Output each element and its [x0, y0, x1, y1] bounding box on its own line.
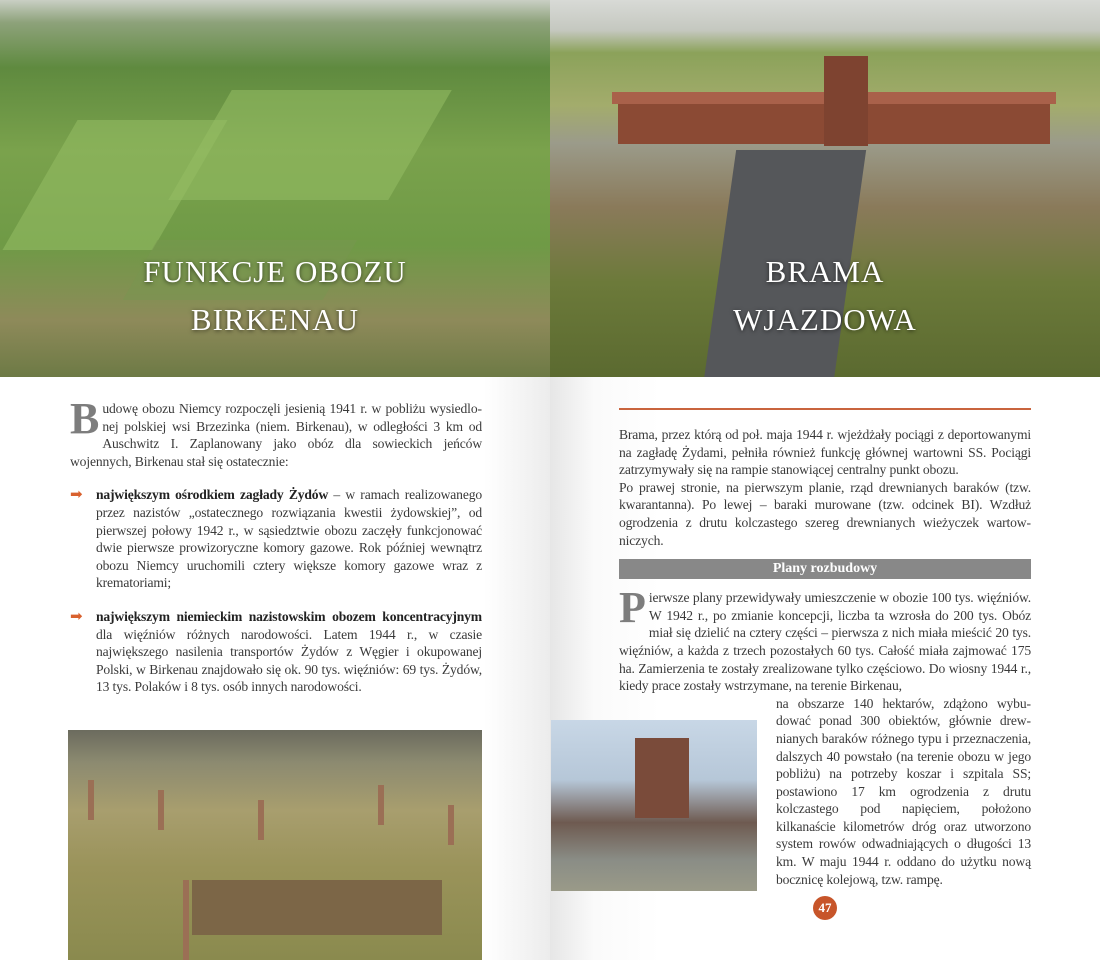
divider [619, 408, 1031, 410]
barracks-ruins-photo [68, 730, 482, 960]
paragraph: Pierwsze plany przewidywały umieszczenie w obozie 100 tys. więźniów. W 1942 r., po zmianie koncepcji, liczba ta wzrosła do 200 tys. Obóz miał się dzielić na cztery części – pierwsza z nich miała mieścić 20 tys. więźniów, a każda z trzech pozostałych 60 tys. Całość miała zajmować 175 ha. Zamierzenia te zostały zrealizowane tylko częściowo. Do wiosny 1944 r., kiedy prace zostały wstrzymane, na terenie Birkenau, [619, 583, 1031, 694]
title-line: BRAMA [765, 254, 885, 289]
section-text-continued [776, 695, 1031, 921]
right-page-title [680, 248, 970, 344]
list-item: ➡ największym niemieckim nazistowskim obozem koncentracyjnym dla więźniów różnych narodowości. Latem 1944 r., w czasie największego nasilenia transportów Żydów z Węgier i okupowanej Polski, w Birkenau znajdowało się ok. 90 tys. więźniów: 69 tys. Żydów, 13 tys. Polaków i 8 tys. osób innych narodowości. [70, 608, 482, 695]
title-line: WJAZDOWA [733, 302, 917, 337]
paragraph: Po prawej stronie, na pierwszym planie, rząd drewnianych baraków (tzw. kwarantanna). Po lewej – baraki murowane (tzw. odcinek BI). Wzdłuż ogrodzenia z drutu kolczastego szereg drewnianych wieżyczek wartowniczych. [619, 479, 1031, 548]
left-page-title [110, 248, 440, 344]
arrow-right-icon: ➡ [70, 487, 83, 504]
intro-paragraph: Budowę obozu Niemcy rozpoczęli jesienią 1941 r. w pobliżu wysiedlonej polskiej wsi Brzezinka (niem. Birkenau), w odległości 3 km od Auschwitz I. Zaplanowany jako obóz dla sowieckich jeńców wojennych, Birkenau stał się ostatecznie: [70, 394, 482, 469]
page-number: 47 [813, 896, 837, 920]
title-line: BIRKENAU [190, 302, 360, 337]
paragraph: Brama, przez którą od poł. maja 1944 r. wjeżdżały pociągi z deportowanymi na zagładę Żydami, pełniła również funkcję głównej wartowni SS. Pociągi zatrzymywały się na rampie stanowiącej centralny punkt obozu. [619, 427, 1031, 478]
drop-cap: B [70, 394, 100, 443]
arrow-right-icon: ➡ [70, 608, 83, 625]
right-body-text [619, 426, 1031, 920]
drop-cap: P [619, 583, 646, 633]
list-item: ➡ największym ośrodkiem zagłady Żydów – w ramach realizowanego przez nazistów „ostatecznego rozwiązania kwestii żydowskiej”, od pierwszej połowy 1942 r., w sąsiedztwie obozu zaczęły funkcjonować dwie pierwsze prowizoryczne komory gazowe. Rok później wewnątrz obozu Niemcy uruchomili cztery większe komory gazowe wraz z krematoriami; [70, 487, 483, 591]
section-heading: Plany rozbudowy [619, 559, 1031, 579]
title-line: FUNKCJE OBOZU [143, 254, 407, 289]
left-body-text [70, 394, 483, 696]
paragraph: na obszarze 140 hektarów, zdążono wybudować ponad 300 obiektów, głównie drewnianych baraków różnego typu i przeznaczenia, dalszych 40 powstało (na terenie obozu w jego pobliżu) na potrzeby koszar i szpitala SS; postawiono 17 km ogrodzenia z drutu kolczastego pod napięciem, położono kilkanaście kilometrów dróg oraz utworzono system rowów odwadniających o długości 13 km. W maju 1944 r. oddano do użytku nową bocznicę kolejową, tzw. rampę. [776, 695, 1031, 887]
